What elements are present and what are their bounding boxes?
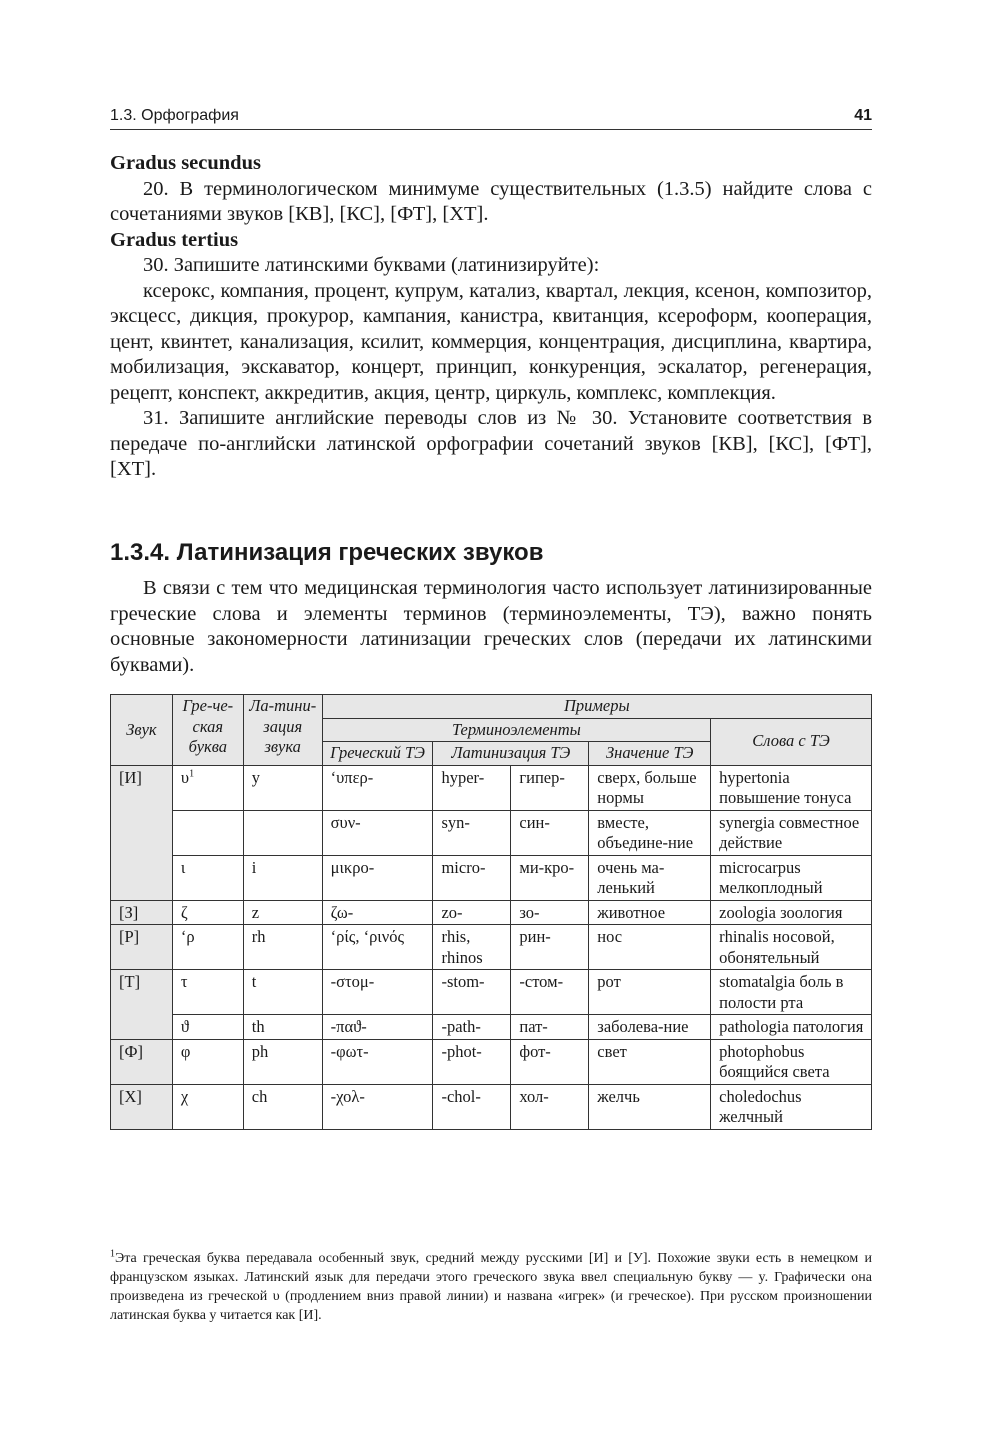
table-row (111, 1015, 872, 1040)
russian-te-cell: пат- (511, 1015, 589, 1040)
sound-cell: [И] (111, 765, 173, 900)
greek-letter-cell: ʻρ (172, 925, 243, 970)
footnote-text: Эта греческая буква передавала особенный звук, средний между русскими [И] и [У]. Похожие звуки есть в немецком и французском языках. Латинский язык для передачи этого греческого звука ввел специальную букву — y. Графически она произведена из греческой υ (продлением вниз правой линии) и названа «игрек» (и греческое). При русском произношении латинская буква y читается как [И]. (110, 1251, 872, 1323)
intro-paragraph: В связи с тем что медицинская терминология часто использует латинизированные греческие слова и элементы терминов (терминоэлементы, ТЭ), важно понять основные закономерности латинизации греческих слов (передачи их латинскими буквами). (110, 577, 872, 676)
header-term-elements: Терминоэлементы (322, 718, 711, 742)
greek-letter-cell: φ (172, 1039, 243, 1084)
latin-letter-cell (243, 810, 322, 855)
footnote-marker: 1 (189, 768, 195, 779)
page-number: 41 (854, 107, 872, 124)
greek-te-cell: -παϑ- (322, 1015, 433, 1040)
latin-te-cell: micro- (433, 855, 511, 900)
words-cell: choledochus желчный (711, 1084, 872, 1129)
greek-letter-cell: ζ (172, 900, 243, 925)
greek-te-cell: -φωτ- (322, 1039, 433, 1084)
gradus-tertius-heading: Gradus tertius (110, 228, 239, 251)
greek-te-cell: ʻρίς, ʻρινός (322, 925, 433, 970)
latin-letter-cell: i (243, 855, 322, 900)
latin-letter-cell: rh (243, 925, 322, 970)
latin-letter-cell: z (243, 900, 322, 925)
header-greek-letter: Гре-че-ская буква (172, 695, 243, 766)
greek-letter-cell (172, 810, 243, 855)
header-words-with-te: Слова с ТЭ (711, 718, 872, 765)
words-cell: rhinalis носовой, обонятельный (711, 925, 872, 970)
meaning-cell: рот (589, 970, 711, 1015)
greek-te-cell: συν- (322, 810, 433, 855)
meaning-cell: свет (589, 1039, 711, 1084)
meaning-cell: очень ма-ленький (589, 855, 711, 900)
section-title: 1.3.4. Латинизация греческих звуков (110, 539, 544, 566)
greek-letter-cell: τ (172, 970, 243, 1015)
russian-te-cell: рин- (511, 925, 589, 970)
greek-te-cell: μικρο- (322, 855, 433, 900)
words-cell: zoologia зоология (711, 900, 872, 925)
russian-te-cell: хол- (511, 1084, 589, 1129)
section-label: 1.3. Орфография (110, 107, 239, 124)
header-latinization-te: Латинизация ТЭ (433, 742, 589, 766)
table-row (111, 1039, 872, 1084)
table-row (111, 855, 872, 900)
sound-cell: [Т] (111, 970, 173, 1040)
exercise-20: 20. В терминологическом минимуме существительных (1.3.5) найдите слова с сочетаниями звуков [КВ], [КС], [ФТ], [ХТ]. (110, 177, 872, 225)
table-row (111, 1084, 872, 1129)
latin-letter-cell: ph (243, 1039, 322, 1084)
latin-te-cell: rhis, rhinos (433, 925, 511, 970)
greek-letter: υ (180, 767, 190, 787)
words-cell: photophobus боящийся света (711, 1039, 872, 1084)
table-row (111, 900, 872, 925)
meaning-cell: вместе, объедине-ние (589, 810, 711, 855)
footnote (110, 1249, 872, 1325)
latin-letter-cell: y (243, 765, 322, 810)
greek-letter-cell: ι (172, 855, 243, 900)
exercise-31: 31. Запишите английские переводы слов из № 30. Установите соответствия в передаче по-английски латинской орфографии сочетаний звуков [КВ], [КС], [ФТ], [ХТ]. (110, 407, 872, 480)
header-meaning-te: Значение ТЭ (589, 742, 711, 766)
latin-te-cell: -stom- (433, 970, 511, 1015)
header-examples: Примеры (322, 695, 871, 719)
words-cell: hypertonia повышение тонуса (711, 765, 872, 810)
running-header (110, 103, 872, 130)
greek-te-cell: ʻυπερ- (322, 765, 433, 810)
sound-cell: [Х] (111, 1084, 173, 1129)
words-cell: synergia совместное действие (711, 810, 872, 855)
latin-te-cell: -chol- (433, 1084, 511, 1129)
sound-cell: [З] (111, 900, 173, 925)
header-greek-te: Греческий ТЭ (322, 742, 433, 766)
sound-cell: [Р] (111, 925, 173, 970)
latin-te-cell: -phot- (433, 1039, 511, 1084)
greek-te-cell: ζω- (322, 900, 433, 925)
greek-letter-cell (172, 765, 243, 810)
latin-letter-cell: ch (243, 1084, 322, 1129)
latin-te-cell: syn- (433, 810, 511, 855)
russian-te-cell: фот- (511, 1039, 589, 1084)
greek-letter-cell: ϑ (172, 1015, 243, 1040)
table-row (111, 970, 872, 1015)
russian-te-cell: ми-кро- (511, 855, 589, 900)
words-cell: microcarpus мелкоплодный (711, 855, 872, 900)
sound-cell: [Ф] (111, 1039, 173, 1084)
words-cell: pathologia патология (711, 1015, 872, 1040)
meaning-cell: животное (589, 900, 711, 925)
table-row (111, 810, 872, 855)
meaning-cell: желчь (589, 1084, 711, 1129)
russian-te-cell: -стом- (511, 970, 589, 1015)
latin-te-cell: hyper- (433, 765, 511, 810)
russian-te-cell: син- (511, 810, 589, 855)
latin-letter-cell: t (243, 970, 322, 1015)
meaning-cell: нос (589, 925, 711, 970)
latin-letter-cell: th (243, 1015, 322, 1040)
gradus-secundus-heading: Gradus secundus (110, 152, 261, 174)
words-cell: stomatalgia боль в полости рта (711, 970, 872, 1015)
meaning-cell: сверх, больше нормы (589, 765, 711, 810)
exercise-30-words: ксерокс, компания, процент, купрум, катализ, квартал, лекция, ксенон, композитор, эксцесс, дикция, прокурор, кампания, канистра, квитанция, ксероформ, кооперация, цент, квинтет, канализация, ксилит, коммерция, концентрация, дисциплина, квартира, мобилизация, экскаватор, концерт, принцип, конкуренция, эскалатор, регенерация, рецепт, конспект, аккредитив, акция, центр, циркуль, комплекс, комплекция. (110, 279, 872, 404)
header-latinization-sound: Ла-тини-зация звука (243, 695, 322, 766)
greek-te-cell: -στομ- (322, 970, 433, 1015)
table-row (111, 925, 872, 970)
greek-te-cell: -χολ- (322, 1084, 433, 1129)
latin-te-cell: -path- (433, 1015, 511, 1040)
exercise-30: 30. Запишите латинскими буквами (латинизируйте): (143, 254, 600, 276)
latinization-table (110, 694, 872, 1130)
russian-te-cell: гипер- (511, 765, 589, 810)
russian-te-cell: зо- (511, 900, 589, 925)
latin-te-cell: zo- (433, 900, 511, 925)
meaning-cell: заболева-ние (589, 1015, 711, 1040)
footnote-number: 1 (110, 1248, 115, 1260)
table-row (111, 765, 872, 810)
greek-letter-cell: χ (172, 1084, 243, 1129)
header-sound: Звук (111, 695, 173, 766)
exercises-block (110, 151, 872, 483)
